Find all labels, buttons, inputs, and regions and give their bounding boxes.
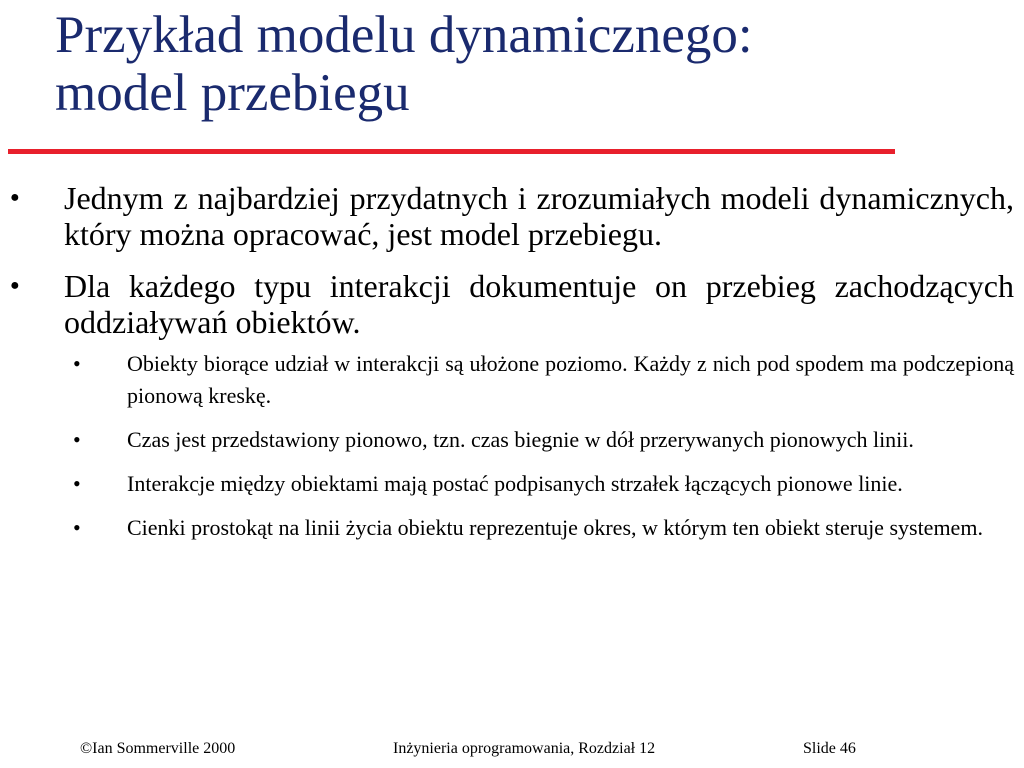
sub-bullet-point: [73, 424, 1014, 456]
footer-course-title: Inżynieria oprogramowania, Rozdział 12: [393, 740, 656, 757]
slide-body: [0, 180, 1024, 556]
sub-bullet-text: Czas jest przedstawiony pionowo, tzn. czas biegnie w dół przerywanych pionowych linii.: [127, 427, 914, 452]
sub-bullet-text: Interakcje między obiektami mają postać podpisanych strzałek łączących pionowe linie.: [127, 471, 903, 496]
footer-slide-number: Slide 46: [803, 740, 856, 757]
slide-title: [55, 6, 955, 122]
bullet-dot-icon: ●: [10, 277, 20, 294]
sub-bullet-point: [73, 512, 1014, 544]
bullet-point: [10, 268, 1014, 340]
bullet-dot-icon: ●: [10, 189, 20, 206]
sub-bullet-dot-icon: •: [73, 515, 81, 540]
footer-copyright: ©Ian Sommerville 2000: [80, 740, 236, 757]
sub-bullet-dot-icon: •: [73, 351, 81, 376]
bullet-text: Dla każdego typu interakcji dokumentuje on przebieg zachodzących oddziaływań obiektów.: [64, 268, 1014, 340]
slide-title-line-2: model przebiegu: [55, 64, 410, 122]
bullet-point: [10, 180, 1014, 252]
sub-bullet-dot-icon: •: [73, 471, 81, 496]
slide-title-line-1: Przykład modelu dynamicznego:: [55, 6, 753, 64]
sub-bullet-text: Cienki prostokąt na linii życia obiektu reprezentuje okres, w którym ten obiekt steruje systemem.: [127, 515, 983, 540]
sub-bullet-point: [73, 348, 1014, 412]
bullet-text: Jednym z najbardziej przydatnych i zrozumiałych modeli dynamicznych, który można opracować, jest model przebiegu.: [64, 180, 1014, 252]
sub-bullet-point: [73, 468, 1014, 500]
sub-bullet-dot-icon: •: [73, 427, 81, 452]
sub-bullet-text: Obiekty biorące udział w interakcji są ułożone poziomo. Każdy z nich pod spodem ma podczepioną pionową kreskę.: [127, 351, 1014, 408]
title-divider: [8, 149, 895, 154]
